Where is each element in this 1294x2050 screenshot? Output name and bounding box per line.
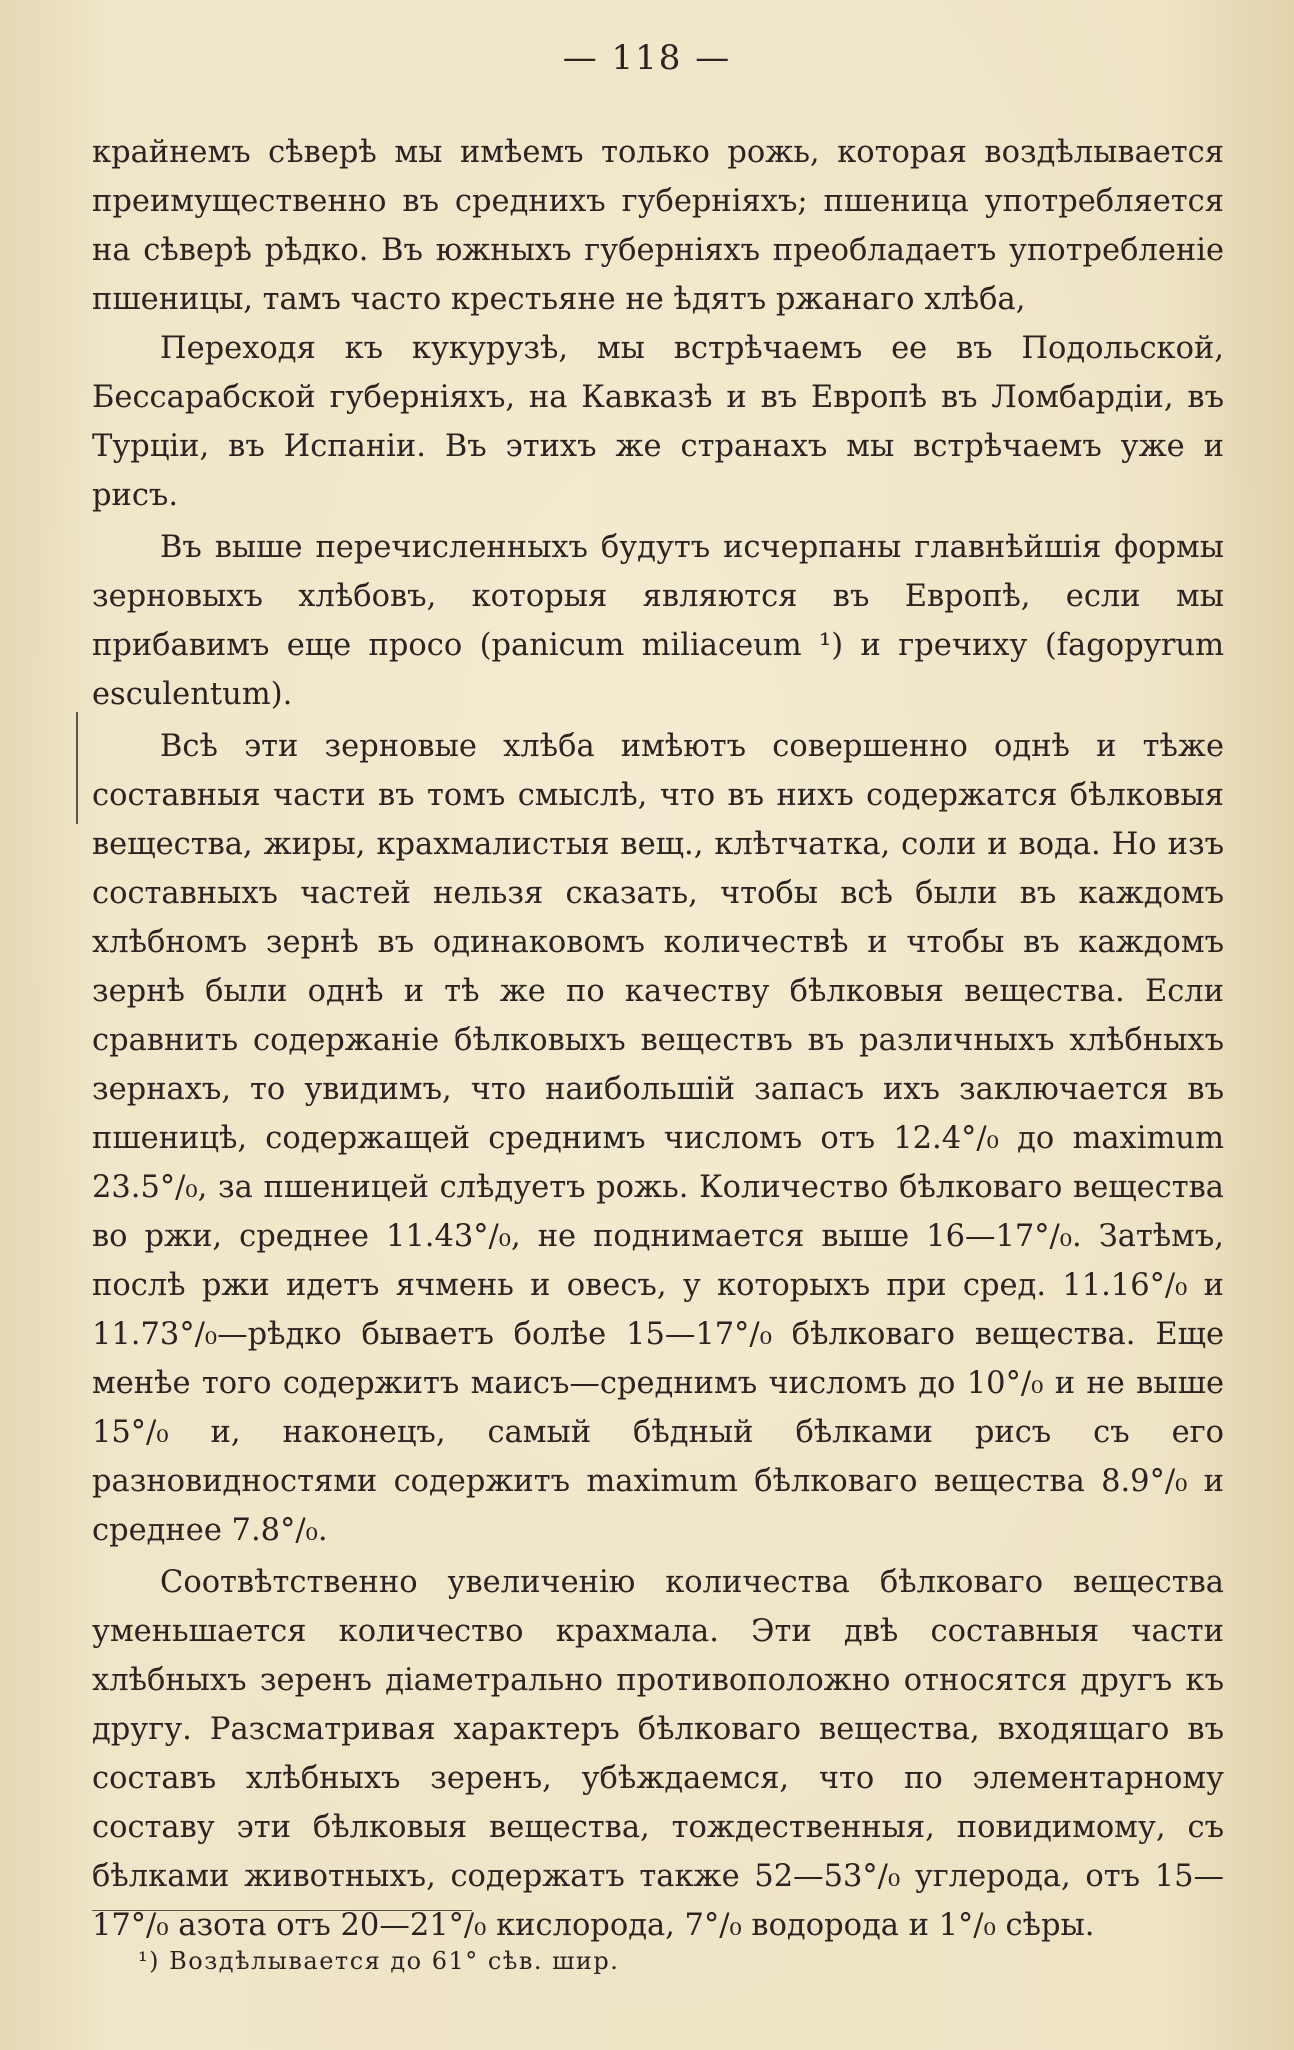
paragraph-grain-forms: Въ выше перечисленныхъ будутъ исчерпаны главнѣйшія формы зерновыхъ хлѣбовъ, которыя являются въ Европѣ, если мы прибавимъ еще просо (panicum miliaceum ¹) и гречиху (fagopyrum esculentum). <box>92 530 1224 712</box>
paragraph-starch-composition: Соотвѣтственно увеличенію количества бѣлковаго вещества уменьшается количество крахмала. Эти двѣ составныя части хлѣбныхъ зеренъ діаметрально противоположно относятся другъ къ другу. Разсматривая характеръ бѣлковаго вещества, входящаго въ составъ хлѣбныхъ зеренъ, убѣждаемся, что по элементарному составу эти бѣлковыя вещества, тождественныя, повидимому, съ бѣлками животныхъ, содержатъ также 52—53°/₀ углерода, отъ 15—17°/₀ азота отъ 20—21°/₀ кислорода, 7°/₀ водорода и 1°/₀ сѣры. <box>92 1565 1224 1943</box>
body-text <box>92 128 1224 1950</box>
margin-pencil-mark <box>76 712 78 824</box>
footnote-divider <box>92 1910 472 1911</box>
paragraph-protein-content: Всѣ эти зерновые хлѣба имѣютъ совершенно однѣ и тѣже составныя части въ томъ смыслѣ, что въ нихъ содержатся бѣлковыя вещества, жиры, крахмалистыя вещ., клѣтчатка, соли и вода. Но изъ составныхъ частей нельзя сказать, чтобы всѣ были въ каждомъ хлѣбномъ зернѣ въ одинаковомъ количествѣ и чтобы въ каждомъ зернѣ были однѣ и тѣ же по качеству бѣлковыя вещества. Если сравнить содержаніе бѣлковыхъ веществъ въ различныхъ хлѣбныхъ зернахъ, то увидимъ, что наибольшій запасъ ихъ заключается въ пшеницѣ, содержащей среднимъ числомъ отъ 12.4°/₀ до maximum 23.5°/₀, за пшеницей слѣдуетъ рожь. Количество бѣлковаго вещества во ржи, среднее 11.43°/₀, не поднимается выше 16—17°/₀. Затѣмъ, послѣ ржи идетъ ячмень и овесъ, у которыхъ при сред. 11.16°/₀ и 11.73°/₀—рѣдко бываетъ болѣе 15—17°/₀ бѣлковаго вещества. Еще менѣе того содержитъ маисъ—среднимъ числомъ до 10°/₀ и не выше 15°/₀ и, наконецъ, самый бѣдный бѣлками рисъ съ его разновидностями содержитъ maximum бѣлковаго вещества 8.9°/₀ и среднее 7.8°/₀. <box>92 729 1224 1548</box>
paragraph-corn: Переходя къ кукурузѣ, мы встрѣчаемъ ее въ Подольской, Бессарабской губерніяхъ, на Кавказѣ и въ Европѣ въ Ломбардіи, въ Турціи, въ Испаніи. Въ этихъ же странахъ мы встрѣчаемъ уже и рисъ. <box>92 331 1224 513</box>
paragraph-continuation: крайнемъ сѣверѣ мы имѣемъ только рожь, которая воздѣлывается преимущественно въ среднихъ губерніяхъ; пшеница употребляется на сѣверѣ рѣдко. Въ южныхъ губерніяхъ преобладаетъ употребленіе пшеницы, тамъ часто крестьяне не ѣдятъ ржанаго хлѣба, <box>92 135 1224 317</box>
page-number: — 118 — <box>562 38 732 78</box>
footnote: ¹) Воздѣлывается до 61° сѣв. шир. <box>138 1947 620 1975</box>
